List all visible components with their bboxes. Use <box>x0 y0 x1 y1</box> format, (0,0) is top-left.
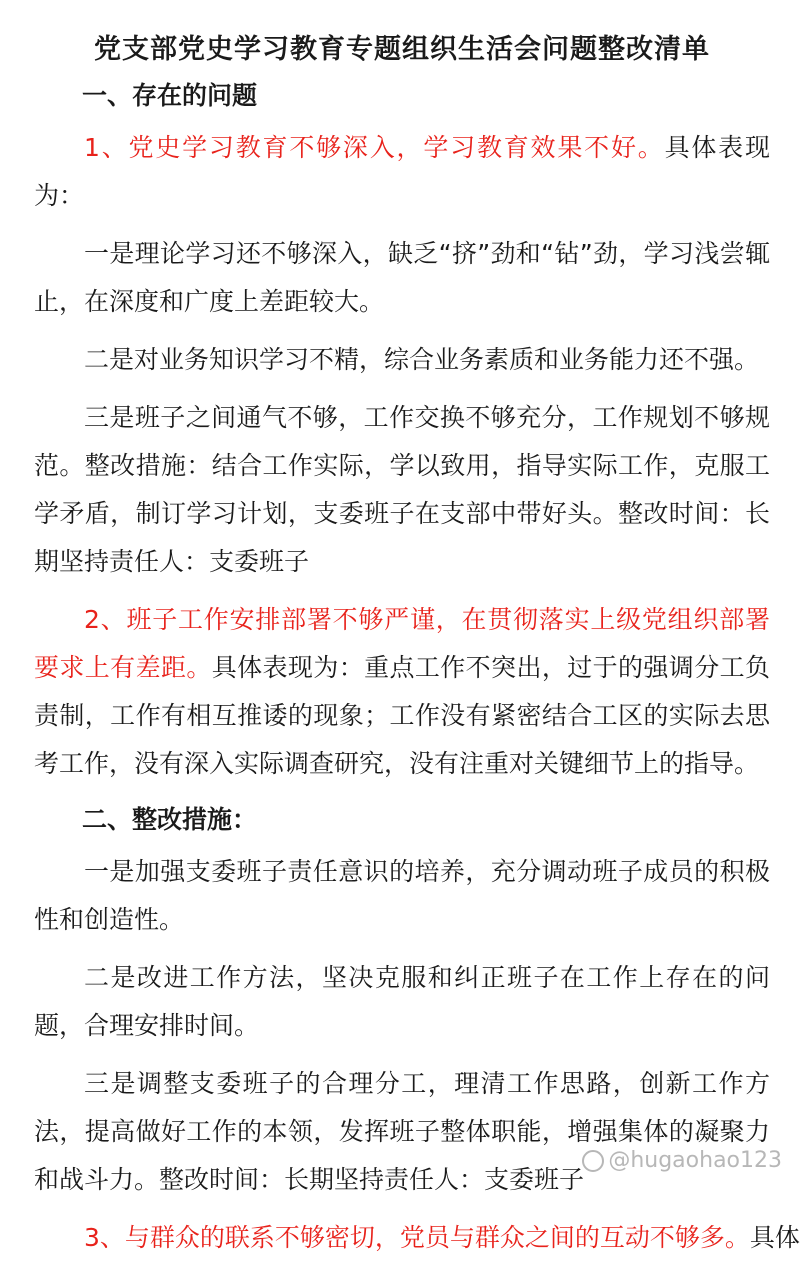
paragraph-theory-study: 一是理论学习还不够深入，缺乏“挤”劲和“钻”劲，学习浅尝辄止，在深度和广度上差距较大。 <box>34 239 770 316</box>
problem-item-2-detail: 具体表现为：重点工作不突出，过于的强调分工负责制，工作有相互推诿的现象；工作没有紧密结合工区的实际去思考工作，没有深入实际调查研究，没有注重对关键细节上的指导。 <box>34 653 770 778</box>
problem-item-1-heading: 1、党史学习教育不够深入，学习教育效果不好。 <box>84 133 665 162</box>
problem-item-3-intro: 具体 <box>749 1223 800 1252</box>
section-heading-problems: 一、存在的问题 <box>82 81 258 110</box>
problem-item-1-intro: 具体表现为： <box>34 133 770 210</box>
platform-logo-icon <box>582 1150 604 1172</box>
paragraph-work-methods: 二是改进工作方法，坚决克服和纠正班子在工作上存在的问题，合理安排时间。 <box>34 963 770 1040</box>
section-heading-measures: 二、整改措施： <box>82 805 258 834</box>
watermark <box>582 1148 782 1173</box>
problem-item-1 <box>34 124 770 220</box>
watermark-text: @hugaohao123 <box>608 1148 782 1173</box>
paragraph-business-knowledge: 二是对业务知识学习不精，综合业务素质和业务能力还不强。 <box>84 345 760 374</box>
problem-item-3-heading: 3、与群众的联系不够密切，党员与群众之间的互动不够多。 <box>84 1223 750 1252</box>
paragraph-team-communication: 三是班子之间通气不够，工作交换不够充分，工作规划不够规范。整改措施：结合工作实际，学以致用，指导实际工作，克服工学矛盾，制订学习计划，支委班子在支部中带好头。整改时间：长期坚持责任人：支委班子 <box>34 403 770 576</box>
paragraph-responsibility: 一是加强支委班子责任意识的培养，充分调动班子成员的积极性和创造性。 <box>34 857 770 934</box>
document-title: 党支部党史学习教育专题组织生活会问题整改清单 <box>94 34 710 65</box>
problem-item-2-heading: 2、班子工作安排部署不够严谨，在贯彻落实上级党组织部署要求上有差距。 <box>34 605 770 682</box>
problem-item-3 <box>34 1214 800 1262</box>
paragraph-division-of-labor: 三是调整支委班子的合理分工，理清工作思路，创新工作方法，提高做好工作的本领，发挥班子整体职能，增强集体的凝聚力和战斗力。整改时间：长期坚持责任人：支委班子 <box>34 1069 770 1194</box>
problem-item-2 <box>34 596 770 788</box>
